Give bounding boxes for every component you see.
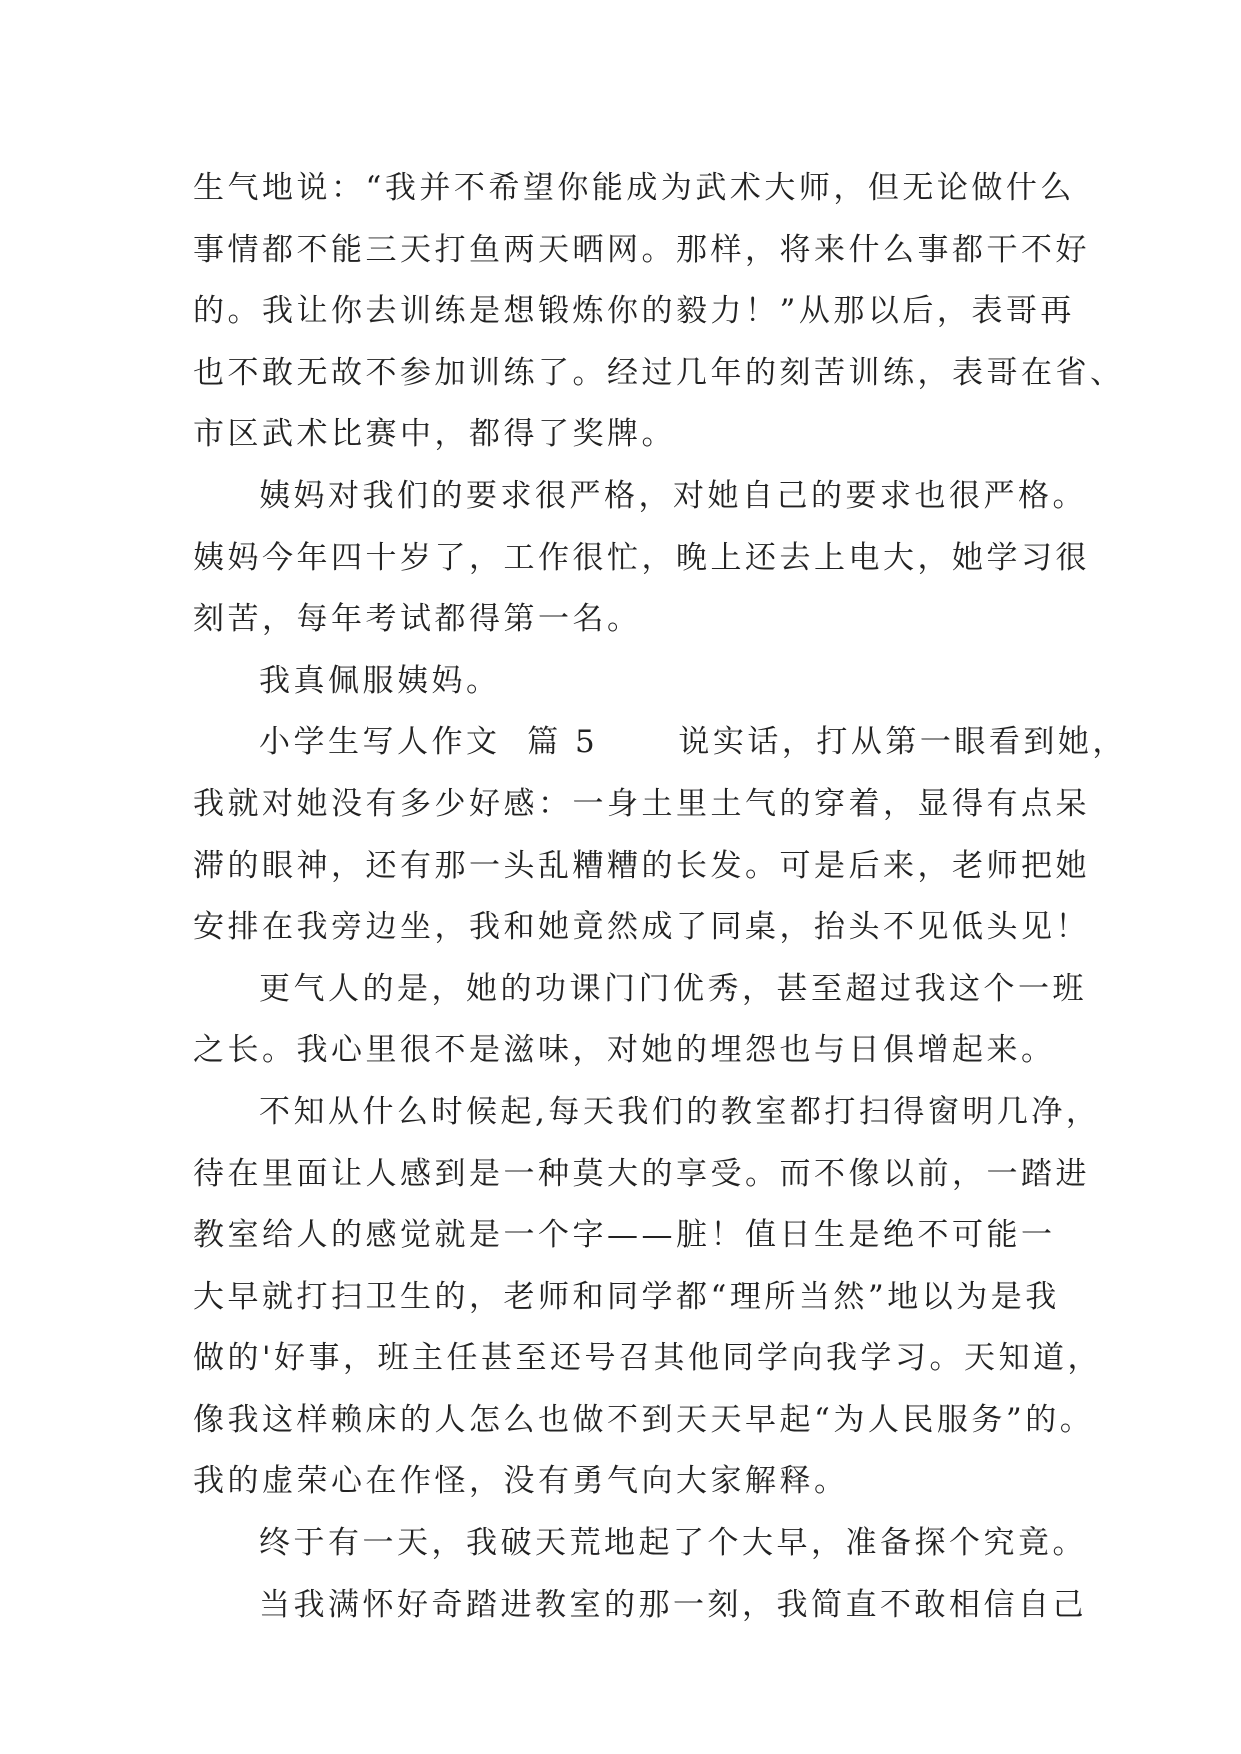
text-line: 的。我让你去训练是想锻炼你的毅力！”从那以后，表哥再 [193,293,1075,330]
text-line: 生气地说：“我并不希望你能成为武术大师，但无论做什么 [193,170,1075,206]
text-line: 当我满怀好奇踏进教室的那一刻，我简直不敢相信自己 [259,1586,1087,1623]
text-line: 之长。我心里很不是滋味，对她的埋怨也与日俱增起来。 [193,1032,1056,1069]
text-line: 姨妈今年四十岁了，工作很忙，晚上还去上电大，她学习很 [193,539,1090,576]
text-line: 也不敢无故不参加训练了。经过几年的刻苦训练，表哥在省、 [193,354,1125,391]
text-line: 做的'好事，班主任甚至还号召其他同学向我学习。天知道， [193,1340,1103,1377]
text-line: 市区武术比赛中，都得了奖牌。 [193,416,676,453]
text-line: 终于有一天，我破天荒地起了个大早，准备探个究竟。 [259,1525,1087,1562]
text-line: 待在里面让人感到是一种莫大的享受。而不像以前，一踏进 [193,1155,1090,1192]
text-line: 像我这样赖床的人怎么也做不到天天早起“为人民服务”的。 [193,1401,1095,1438]
body-text [193,158,1127,1636]
text-line: 安排在我旁边坐，我和她竟然成了同桌，抬头不见低头见！ [193,909,1090,946]
section-heading-line: 小学生写人作文 篇 5 说实话，打从第一眼看到她， [259,724,1127,761]
text-line: 更气人的是，她的功课门门优秀，甚至超过我这个一班 [259,970,1087,1007]
text-line: 不知从什么时候起,每天我们的教室都打扫得窗明几净， [259,1093,1101,1130]
text-line: 教室给人的感觉就是一个字——脏！值日生是绝不可能一 [193,1217,1056,1254]
text-line: 事情都不能三天打鱼两天晒网。那样，将来什么事都干不好 [193,231,1090,268]
text-line: 我真佩服姨妈。 [259,662,501,699]
text-line: 姨妈对我们的要求很严格，对她自己的要求也很严格。 [259,477,1087,514]
text-line: 滞的眼神，还有那一头乱糟糟的长发。可是后来，老师把她 [193,847,1090,884]
text-line: 大早就打扫卫生的，老师和同学都“理所当然”地以为是我 [193,1278,1060,1315]
text-line: 刻苦，每年考试都得第一名。 [193,601,642,638]
text-line: 我就对她没有多少好感：一身土里土气的穿着，显得有点呆 [193,785,1090,822]
text-line: 我的虚荣心在作怪，没有勇气向大家解释。 [193,1463,849,1500]
